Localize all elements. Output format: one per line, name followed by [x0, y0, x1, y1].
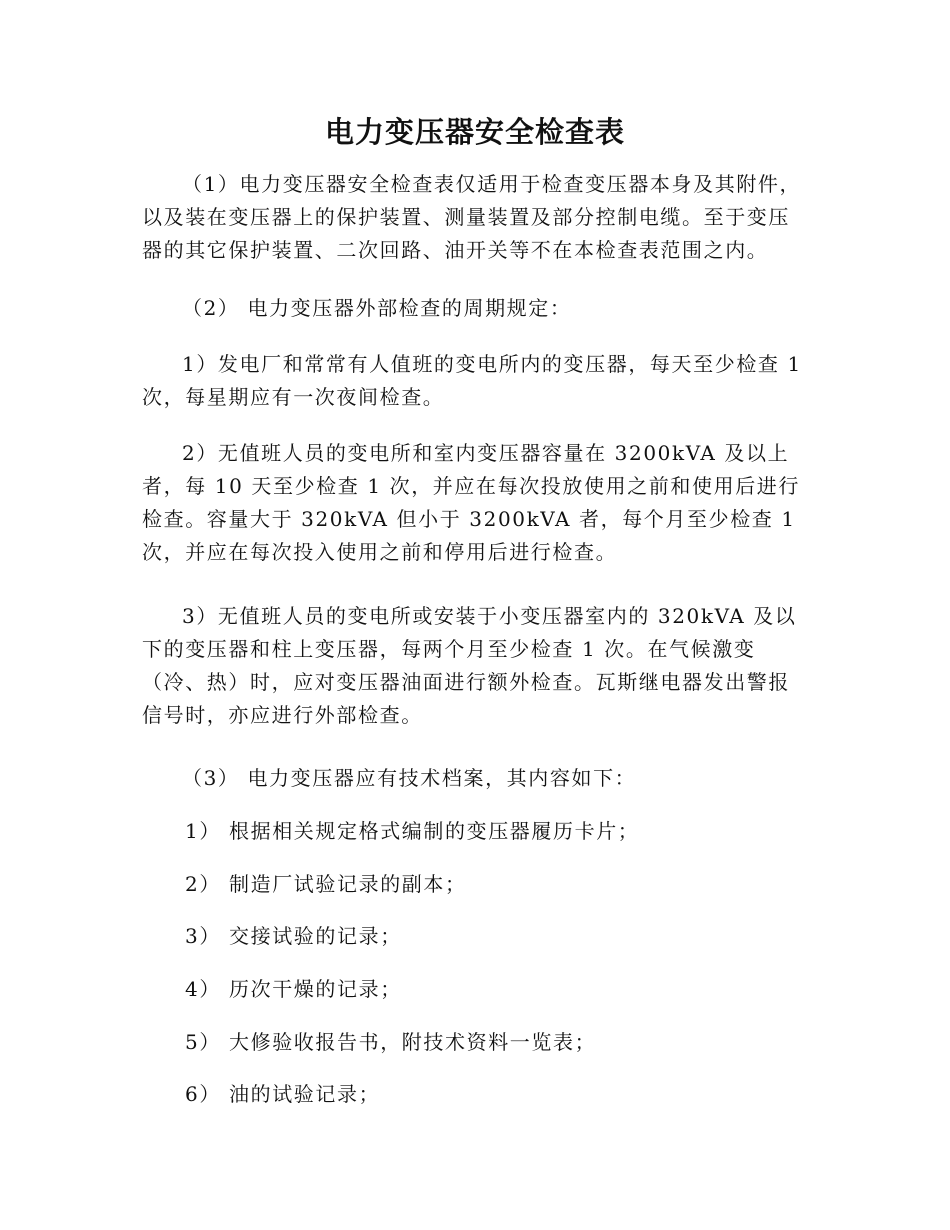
section-heading-technical-archive: （3） 电力变压器应有技术档案，其内容如下： — [182, 766, 637, 790]
paragraph-period-3: 3）无值班人员的变电所或安装于小变压器室内的 320kVA 及以下的变压器和柱上变压器，每两个月至少检查 1 次。在气候激变（冷、热）时，应对变压器油面进行额外检查。瓦斯继电器发出警报信号时，亦应进行外部检查。 — [142, 604, 797, 727]
list-item-text: 历次干燥的记录； — [229, 977, 402, 1001]
list-item-text: 制造厂试验记录的副本； — [229, 872, 467, 896]
list-item-number: 3） — [185, 924, 221, 948]
paragraph-period-1: 1）发电厂和常常有人值班的变电所内的变压器，每天至少检查 1 次，每星期应有一次夜间检查。 — [142, 352, 802, 409]
list-item — [185, 920, 402, 953]
list-item-number: 5） — [185, 1030, 221, 1054]
page-title: 电力变压器安全检查表 — [324, 115, 625, 149]
list-item — [185, 815, 639, 848]
list-item-text: 大修验收报告书，附技术资料一览表； — [229, 1030, 597, 1054]
list-item-text: 交接试验的记录； — [229, 924, 402, 948]
list-item — [185, 973, 402, 1006]
list-item-number: 6） — [185, 1082, 221, 1106]
list-item-number: 4） — [185, 977, 221, 1001]
list-item — [185, 1026, 596, 1059]
list-item — [185, 1078, 380, 1111]
list-item-text: 油的试验记录； — [229, 1082, 381, 1106]
list-item — [185, 868, 467, 901]
list-item-number: 2） — [185, 872, 221, 896]
section-heading-inspection-period: （2） 电力变压器外部检查的周期规定： — [182, 296, 572, 320]
list-item-number: 1） — [185, 819, 221, 843]
paragraph-scope: （1）电力变压器安全检查表仅适用于检查变压器本身及其附件，以及装在变压器上的保护装置、测量装置及部分控制电缆。至于变压器的其它保护装置、二次回路、油开关等不在本检查表范围之内。 — [142, 172, 802, 262]
paragraph-period-2: 2）无值班人员的变电所和室内变压器容量在 3200kVA 及以上者，每 10 天至少检查 1 次，并应在每次投放使用之前和使用后进行检查。容量大于 320kVA 但小于 3200kVA 者，每个月至少检查 1 次，并应在每次投入使用之前和停用后进行检查。 — [142, 441, 801, 564]
list-item-text: 根据相关规定格式编制的变压器履历卡片； — [229, 819, 640, 843]
